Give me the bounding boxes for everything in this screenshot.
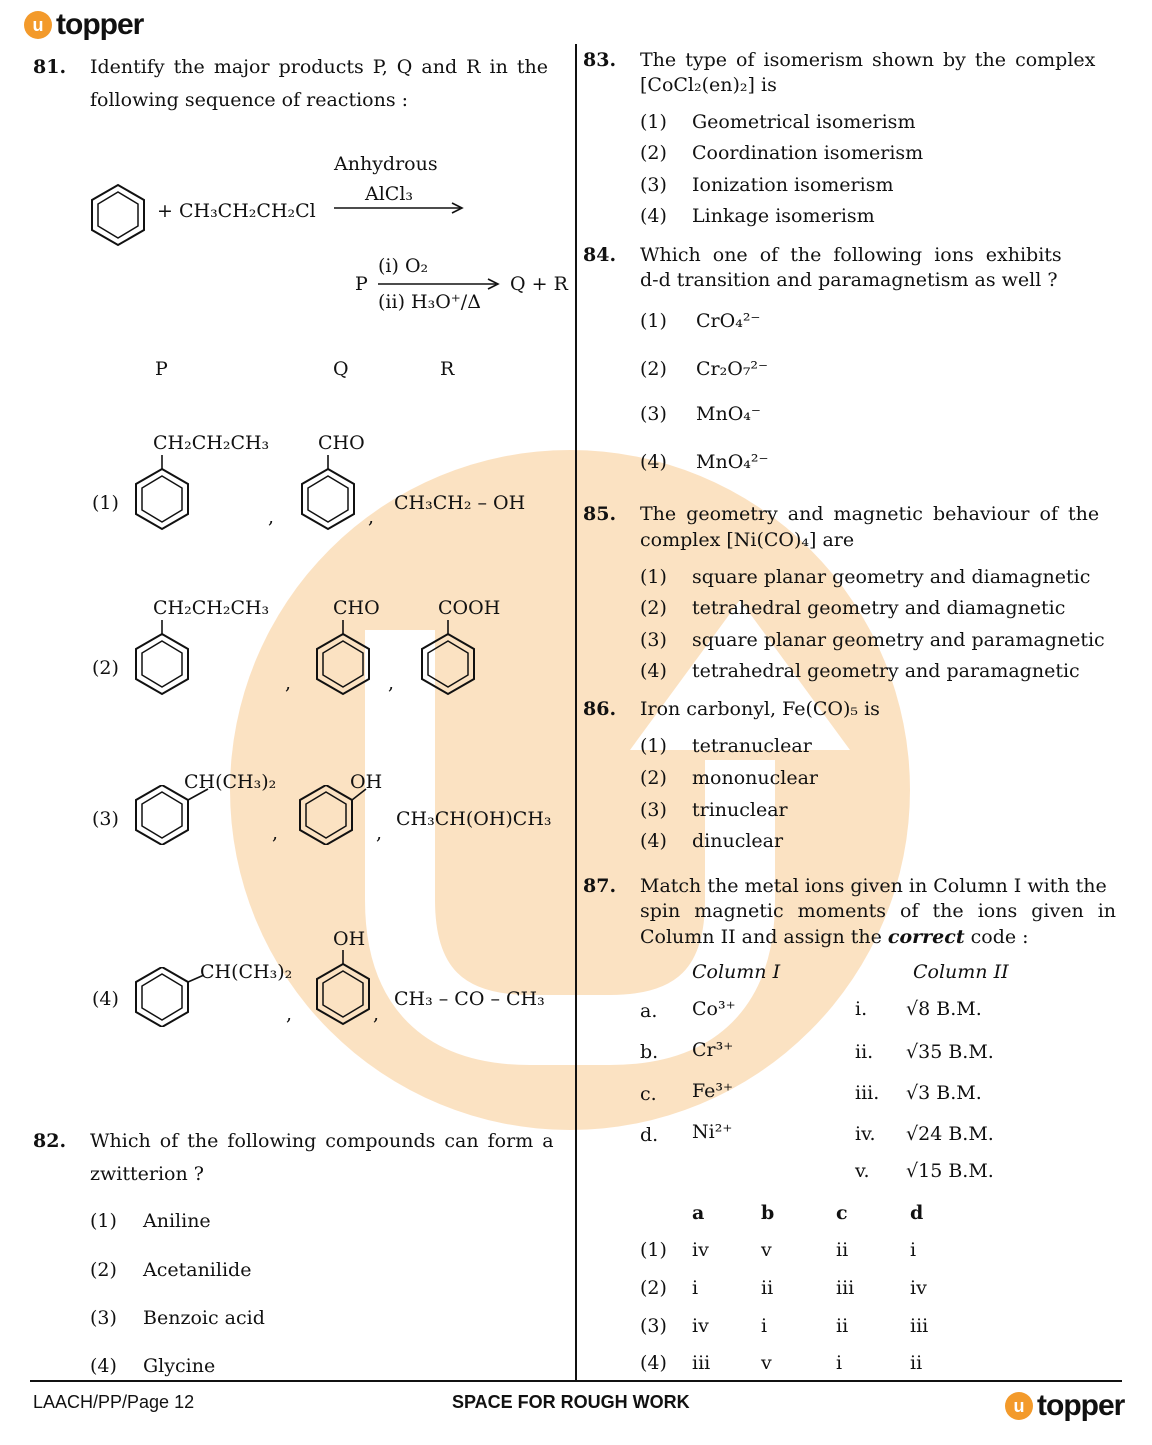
propyl-substituent: CH₂CH₂CH₃	[153, 432, 270, 454]
arrow2-top-label: (i) O₂	[378, 255, 429, 277]
q82-option-2: Acetanilide	[143, 1259, 252, 1281]
hydroxyl-substituent: OH	[333, 928, 366, 950]
q85-option-1: square planar geometry and diamagnetic	[692, 566, 1091, 588]
moment-v: √15 B.M.	[906, 1160, 994, 1182]
moment-i: √8 B.M.	[906, 998, 982, 1020]
q82-option-1: Aniline	[143, 1210, 211, 1232]
q83-option-1: Geometrical isomerism	[692, 111, 916, 133]
q85-text-2: complex [Ni(CO)₄] are	[640, 529, 855, 551]
footer-rule	[30, 1380, 1122, 1382]
acetone-formula: CH₃ – CO – CH₃	[394, 988, 545, 1010]
topper-logo-icon: u	[24, 11, 52, 39]
cumene-ring-icon	[132, 967, 212, 1027]
q82-number: 82.	[33, 1130, 67, 1152]
q83-text: The type of isomerism shown by the complex	[640, 49, 1096, 71]
q83-option-4: Linkage isomerism	[692, 205, 875, 227]
q81-option-1-number: (1)	[92, 492, 119, 514]
ion-fe: Fe³⁺	[692, 1080, 734, 1102]
q83-number: 83.	[583, 49, 617, 71]
q81-option-4-number: (4)	[92, 988, 119, 1010]
reaction-arrow-icon	[334, 201, 466, 215]
q87-number: 87.	[583, 875, 617, 897]
ion-ni: Ni²⁺	[692, 1121, 733, 1143]
reagent-propyl-chloride: + CH₃CH₂CH₂Cl	[157, 200, 316, 222]
isopropyl-substituent: CH(CH₃)₂	[200, 961, 293, 983]
code-header-a: a	[692, 1202, 705, 1224]
q84-text: Which one of the following ions exhibits	[640, 244, 1062, 266]
ion-co: Co³⁺	[692, 998, 736, 1020]
rough-work-label: SPACE FOR ROUGH WORK	[452, 1392, 690, 1412]
q82-text: Which of the following compounds can form a	[90, 1130, 554, 1152]
isopropyl-substituent: CH(CH₃)₂	[184, 771, 277, 793]
moment-ii: √35 B.M.	[906, 1041, 994, 1063]
q86-option-2: mononuclear	[692, 767, 818, 789]
q85-text: The geometry and magnetic behaviour of the	[640, 503, 1100, 525]
q87-option-3-number: (3)	[640, 1315, 667, 1337]
propylbenzene-ring-icon	[132, 620, 192, 698]
ion-cr: Cr³⁺	[692, 1039, 734, 1061]
q86-number: 86.	[583, 698, 617, 720]
benzene-ring-icon	[88, 182, 148, 248]
q86-option-3: trinuclear	[692, 799, 788, 821]
q87-text: Match the metal ions given in Column I with the	[640, 875, 1107, 897]
phenol-ring-icon	[296, 785, 376, 845]
code-header-c: c	[836, 1202, 848, 1224]
col-header-q: Q	[333, 358, 349, 380]
q81-option-2-number: (2)	[92, 657, 119, 679]
q87-text-3: Column II and assign the correct code :	[640, 926, 1029, 948]
acid-substituent: COOH	[438, 597, 501, 619]
q85-option-4: tetrahedral geometry and paramagnetic	[692, 660, 1080, 682]
arrow1-top-label: Anhydrous	[334, 153, 438, 175]
q82-text-2: zwitterion ?	[90, 1163, 204, 1185]
benzoic-acid-ring-icon	[418, 620, 478, 698]
propylbenzene-ring-icon	[132, 455, 192, 533]
moment-iv: √24 B.M.	[906, 1123, 994, 1145]
q85-option-2: tetrahedral geometry and diamagnetic	[692, 597, 1066, 619]
q86-option-1: tetranuclear	[692, 735, 812, 757]
q84-option-2: Cr₂O₇²⁻	[696, 358, 769, 380]
q87-option-1-number: (1)	[640, 1239, 667, 1261]
propyl-substituent: CH₂CH₂CH₃	[153, 597, 270, 619]
hydroxyl-substituent: OH	[350, 771, 383, 793]
topper-logo: u topper	[24, 8, 143, 42]
cumene-ring-icon	[132, 785, 212, 845]
q83-option-2: Coordination isomerism	[692, 142, 924, 164]
q83-option-3: Ionization isomerism	[692, 174, 894, 196]
topper-logo-icon: u	[1005, 1392, 1033, 1420]
q87-option-2-number: (2)	[640, 1277, 667, 1299]
q84-text-2: d-d transition and paramagnetism as well ?	[640, 269, 1058, 291]
q84-option-3: MnO₄⁻	[696, 403, 761, 425]
code-header-d: d	[910, 1202, 924, 1224]
q-plus-r: Q + R	[510, 273, 568, 295]
ethanol-formula: CH₃CH₂ – OH	[394, 492, 526, 514]
aldehyde-substituent: CHO	[333, 597, 380, 619]
q81-number: 81.	[33, 56, 67, 78]
isopropanol-formula: CH₃CH(OH)CH₃	[396, 808, 552, 830]
col-header-p: P	[155, 358, 168, 380]
q83-text-2: [CoCl₂(en)₂] is	[640, 74, 777, 96]
reaction-arrow-icon	[378, 277, 502, 291]
arrow2-bottom-label: (ii) H₃O⁺/Δ	[378, 291, 481, 313]
q82-option-3: Benzoic acid	[143, 1307, 265, 1329]
moment-iii: √3 B.M.	[906, 1082, 982, 1104]
benzaldehyde-ring-icon	[313, 620, 373, 698]
q85-number: 85.	[583, 503, 617, 525]
column-divider	[575, 44, 577, 1380]
p-label: P	[355, 273, 368, 295]
q84-option-4: MnO₄²⁻	[696, 451, 769, 473]
q81-text: Identify the major products P, Q and R in the	[90, 56, 548, 78]
q81-option-3-number: (3)	[92, 808, 119, 830]
phenol-ring-icon	[313, 950, 373, 1028]
code-header-b: b	[761, 1202, 775, 1224]
q87-text-2: spin magnetic moments of the ions given in	[640, 900, 1117, 922]
topper-footer-logo: u topper	[1005, 1389, 1124, 1423]
column-1-header: Column I	[692, 961, 781, 983]
q87-option-4-number: (4)	[640, 1352, 667, 1374]
q86-text: Iron carbonyl, Fe(CO)₅ is	[640, 698, 880, 720]
col-header-r: R	[440, 358, 455, 380]
column-2-header: Column II	[913, 961, 1009, 983]
page-code: LAACH/PP/Page 12	[33, 1392, 195, 1412]
q82-option-4: Glycine	[143, 1355, 216, 1377]
aldehyde-substituent: CHO	[318, 432, 365, 454]
q85-option-3: square planar geometry and paramagnetic	[692, 629, 1105, 651]
q81-text-2: following sequence of reactions :	[90, 89, 409, 111]
q84-option-1: CrO₄²⁻	[696, 310, 761, 332]
benzaldehyde-ring-icon	[298, 455, 358, 533]
q86-option-4: dinuclear	[692, 830, 784, 852]
arrow1-bottom-label: AlCl₃	[365, 183, 414, 205]
q84-number: 84.	[583, 244, 617, 266]
